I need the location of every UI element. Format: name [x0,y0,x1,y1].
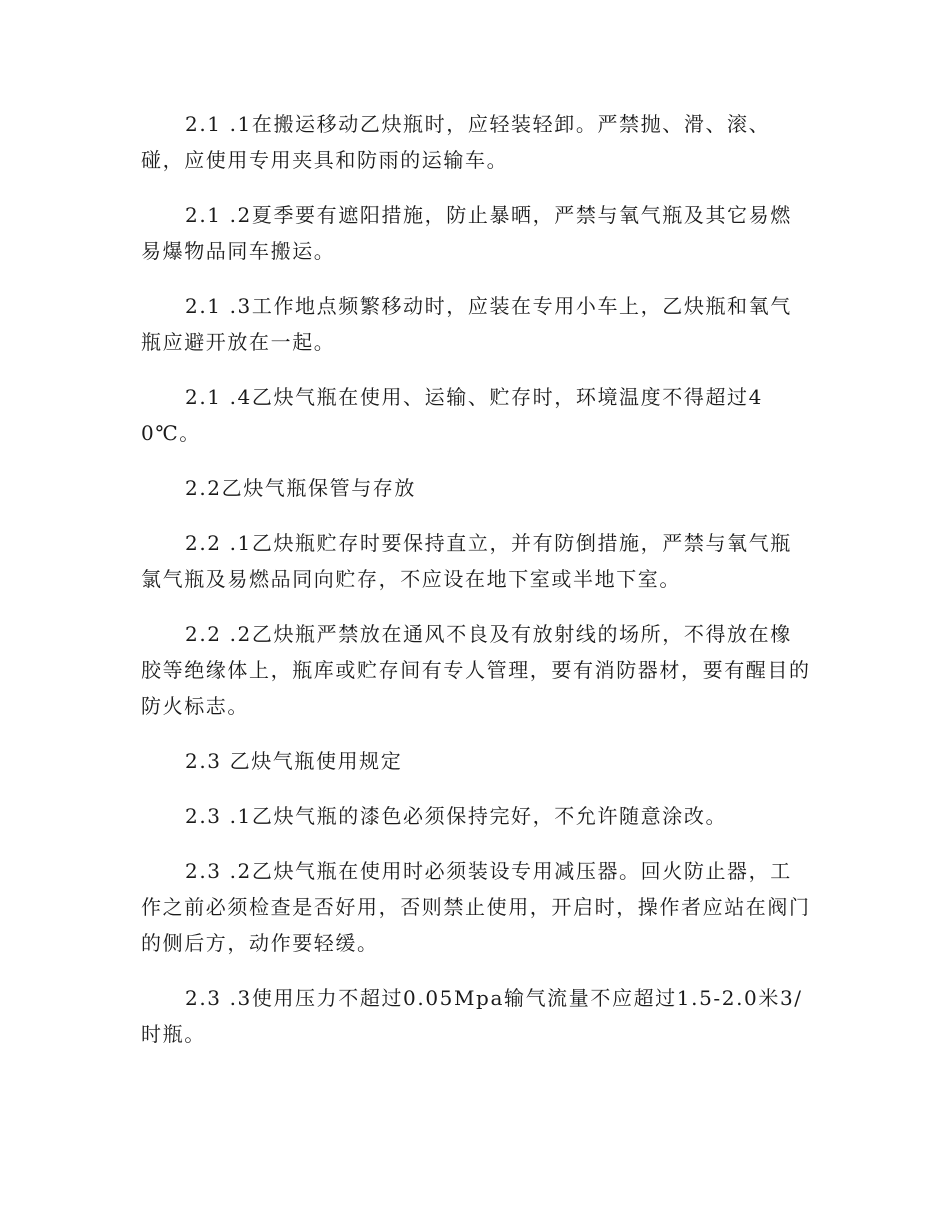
paragraph-2-2-2: 2.2 .2乙炔瓶严禁放在通风不良及有放射线的场所，不得放在橡胶等绝缘体上，瓶库或贮存间有专人管理，要有消防器材，要有醒目的防火标志。 [141,622,811,718]
paragraph-2-1-4: 2.1 .4乙炔气瓶在使用、运输、贮存时，环境温度不得超过40℃。 [141,385,763,445]
document-body [141,106,811,1071]
section-heading-2-3: 2.3 乙炔气瓶使用规定 [185,749,403,773]
paragraph-2-1-1: 2.1 .1在搬运移动乙炔瓶时，应轻装轻卸。严禁抛、滑、滚、碰，应使用专用夹具和防雨的运输车。 [141,112,771,172]
paragraph-2-1-2: 2.1 .2夏季要有遮阳措施，防止暴晒，严禁与氧气瓶及其它易燃易爆物品同车搬运。 [141,203,792,263]
paragraph-2-3-1: 2.3 .1乙炔气瓶的漆色必须保持完好，不允许随意涂改。 [185,804,728,828]
paragraph-2-1-3: 2.1 .3工作地点频繁移动时，应装在专用小车上，乙炔瓶和氧气瓶应避开放在一起。 [141,294,792,354]
paragraph-2-3-2: 2.3 .2乙炔气瓶在使用时必须装设专用减压器。回火防止器，工作之前必须检查是否好用，否则禁止使用，开启时，操作者应站在阀门的侧后方，动作要轻缓。 [141,859,811,955]
paragraph-2-3-3: 2.3 .3使用压力不超过0.05Mpa输气流量不应超过1.5-2.0米3/时瓶。 [141,986,803,1046]
section-heading-2-2: 2.2乙炔气瓶保管与存放 [185,476,417,500]
paragraph-2-2-1: 2.2 .1乙炔瓶贮存时要保持直立，并有防倒措施，严禁与氧气瓶氯气瓶及易燃品同向贮存，不应设在地下室或半地下室。 [141,531,792,591]
